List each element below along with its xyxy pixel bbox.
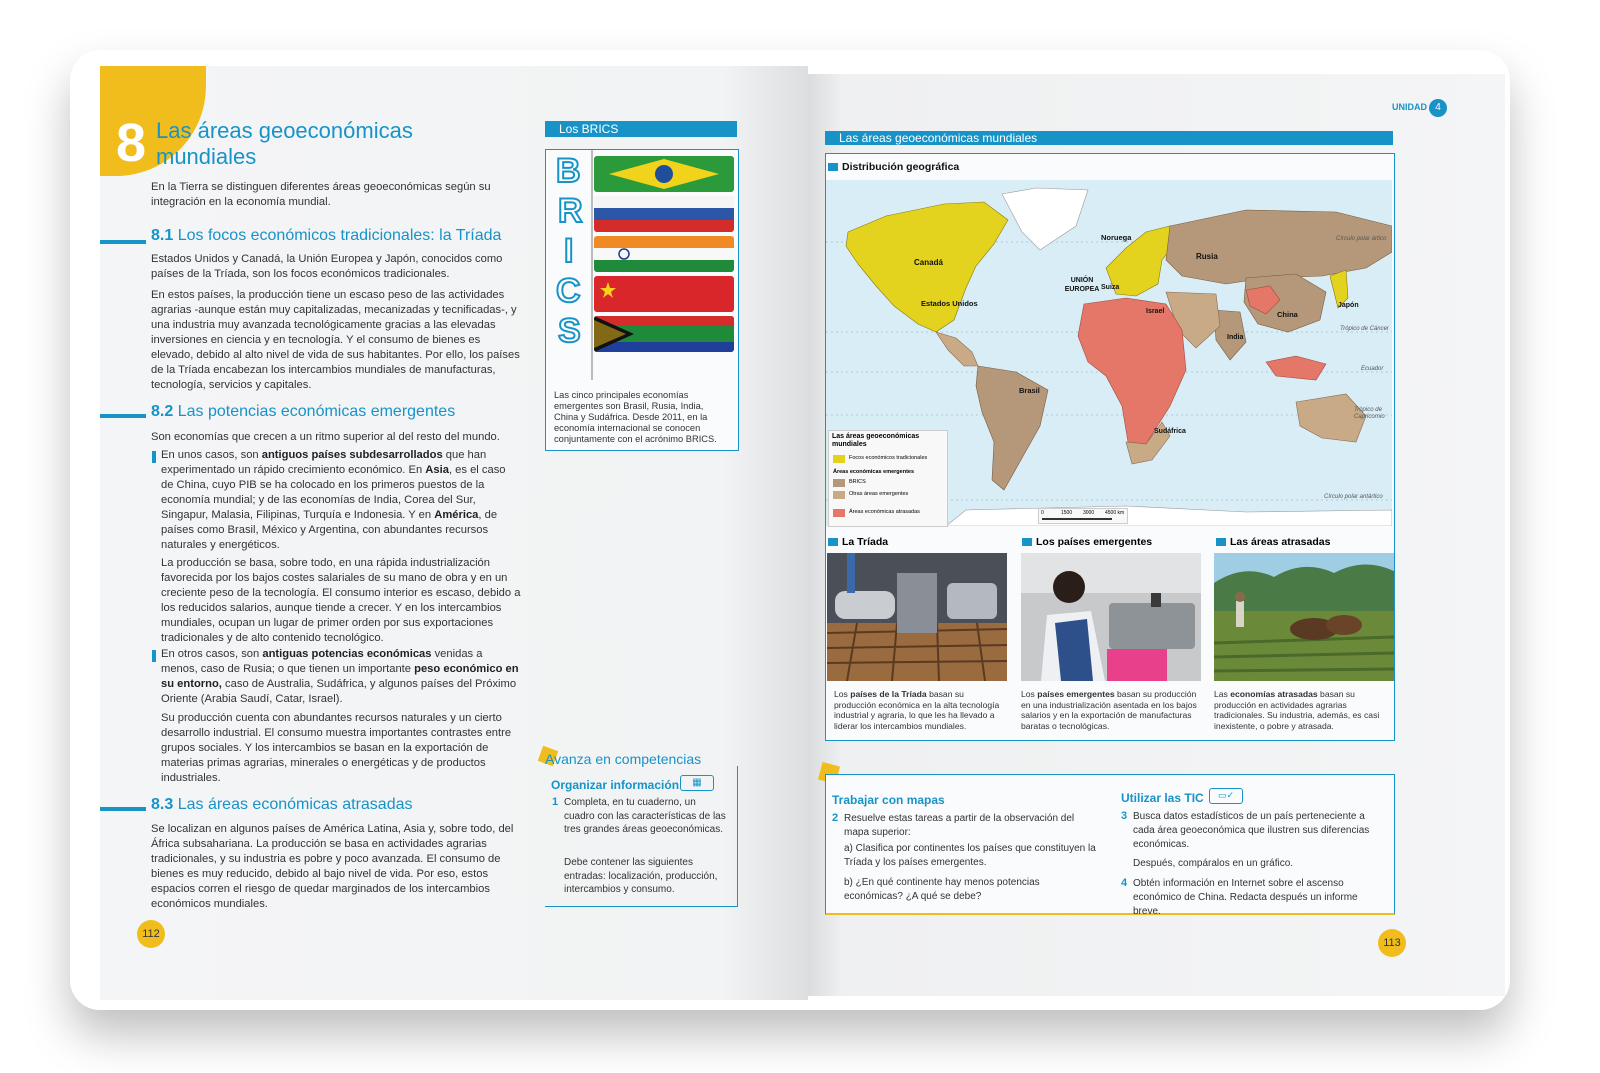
label-rusia: Rusia [1196,252,1218,261]
legend-title: Las áreas geoeconómicas mundiales [832,433,920,448]
tic-heading: Utilizar las TIC [1121,791,1204,805]
photo-3-title: Las áreas atrasadas [1216,536,1330,548]
photo-triada [827,553,1007,681]
brics-letter-i: I [564,232,574,270]
russia-flag-icon [594,196,734,232]
activity-3-text: Busca datos estadísticos de un país perteneciente a cada área geoeconómica que ilustren sus diferencias económicas. [1133,811,1370,850]
label-noruega: Noruega [1101,233,1132,242]
s2-para-3: Su producción cuenta con abundantes recursos naturales y un cierto desarrollo industrial. El consumo muestra importantes contrastes entre grupos sociales. Y los intercambios se basan en la exportación de materias primas agrarias, minerales o energéticas y de productos industriales. [161,712,512,784]
legend-swatch-backward [833,509,845,517]
map-title: Distribución geográfica [828,161,959,173]
brics-letter-c: C [556,272,581,310]
label-canada: Canadá [914,258,943,267]
section-8-1-heading: 8.1 Los focos económicos tradicionales: la Tríada [151,227,502,244]
label-circulo-polar-artico: Círculo polar ártico [1336,236,1387,242]
legend-swatch-triad [833,455,845,463]
s3-para-1: Se localizan en algunos países de América Latina, Asia y, sobre todo, del África subsahariana. La producción se basa en actividades agrarias tradicionales, y su industria es pobre y poco avanzada. El consumo de bienes es muy reducido, debido al bajo nivel de vida. Por eso, estos espacios corren el riesgo de quedar marginados de los intercambios económicos mundiales. [151,823,514,910]
page-number: 113 [1378,929,1406,957]
brics-box [545,149,739,451]
legend-other: Otras áreas emergentes [849,491,909,497]
brics-letter-r: R [558,192,583,230]
section-8-2-heading: 8.2 Las potencias económicas emergentes [151,403,456,420]
activity-3-number: 3 [1121,810,1128,822]
organizer-icon: ▦ [680,775,714,791]
maps-heading: Trabajar con mapas [832,793,945,807]
left-page [100,66,808,1000]
flag-pole [591,150,593,380]
organizar-heading: Organizar información [551,778,680,792]
scale-1500: 1500 [1061,510,1073,516]
activity-1-number: 1 [552,796,559,808]
s2-bullet-2: En otros casos, son antiguas potencias económicas venidas a menos, caso de Rusia; o que tienen un importante peso económico en su entorno, caso de Australia, Sudáfrica, y algunos países del Próximo Oriente (Arabia Saudí, Catar, Israel). [161,648,519,705]
s1-para-1: Estados Unidos y Canadá, la Unión Europea y Japón, conocidos como países de la Tríada, son los focos económicos tradicionales. [151,253,503,280]
s1-para-2: En estos países, la producción tiene un escaso peso de las actividades agrarias -aunque están muy capitalizadas, mecanizadas y tecnificadas-, y una industria muy avanzada tecnológicamente gracias a las elevadas inversiones en ciencia y en tecnología. Y el consumo de bienes es elevado, debido al alto nivel de vida de sus habitantes. Por ello, los países de la Tríada encabezan los intercambios mundiales de manufacturas, tecnología, servicios y capitales. [151,289,520,391]
label-suiza: Suiza [1101,284,1120,291]
legend-emerging-title: Áreas económicas emergentes [833,469,915,475]
label-circulo-polar-antartico: Círculo polar antártico [1324,494,1383,500]
s2-bullet-1: En unos casos, son antiguos países subdesarrollados que han experimentado un rápido crecimiento económico. En Asia, es el caso de China, cuyo PIB se ha colocado en los primeros puestos de la economía mundial; y de las economías de India, Corea del Sur, Singapur, Malasia, Filipinas, Turquía e Indonesia. Y en América, de países como Brasil, México y Argentina, con abundantes recursos naturales y energéticos. [161,449,506,551]
label-brasil: Brasil [1019,386,1040,395]
label-sudafrica: Sudáfrica [1154,428,1186,435]
computer-icon: ▭✓ [1209,788,1243,804]
legend-traditional: Focos económicos tradicionales [849,455,928,461]
legend-swatch-other [833,491,845,499]
label-china: China [1277,310,1298,319]
label-ecuador: Ecuador [1361,366,1384,372]
brics-letter-s: S [558,312,581,350]
activity-1-text-2: Debe contener las siguientes entradas: localización, producción, intercambios y consumo. [564,857,718,895]
label-tropico-capricornio: Trópico de Capricornio [1354,407,1385,420]
photo-3-caption: Las economías atrasadas basan su producción en actividades agrarias tradicionales. Su industria, además, es casi inexistente, o pobre y atrasada. [1214,689,1380,731]
legend-swatch-brics [833,479,845,487]
bullet-marker [152,650,156,662]
photo-2-caption: Los países emergentes basan su producción en una industrialización asentada en los bajos salarios y en la exportación de manufacturas baratas o tecnológicas. [1021,689,1197,731]
activity-4-text: Obtén información en Internet sobre el ascenso económico de China. Redacta después un informe breve. [1133,878,1358,917]
chapter-title: Las áreas geoeconómicas mundiales [156,118,413,169]
legend-backward: Áreas económicas atrasadas [849,509,920,515]
s2-para-1: Son economías que crecen a un ritmo superior al del resto del mundo. [151,431,500,443]
scale-3000: 3000 [1083,510,1095,516]
activity-2-text: Resuelve estas tareas a partir de la observación del mapa superior: [844,813,1075,838]
photo-atrasadas [1214,553,1394,681]
photo-1-caption: Los países de la Tríada basan su producción económica en la alta tecnología industrial y agraria, lo que les ha llevado a liderar los intercambios mundiales. [834,689,1000,731]
intro-text: En la Tierra se distinguen diferentes áreas geoeconómicas según su integración en la economía mundial. [151,181,491,208]
activities-box [825,774,1395,915]
activity-2b-text: b) ¿En qué continente hay menos potencias económicas? ¿A qué se debe? [844,877,1040,902]
bullet-marker [152,451,156,463]
section-bar [100,807,146,811]
section-header: Las áreas geoeconómicas mundiales [825,131,1393,145]
square-marker [828,538,838,546]
activity-2-number: 2 [832,812,839,824]
activity-2a-text: a) Clasifica por continentes los países que constituyen la Tríada y los países emergentes. [844,843,1096,868]
label-estados-unidos: Estados Unidos [921,299,978,308]
activity-1-text: Completa, en tu cuaderno, un cuadro con las características de las tres grandes áreas geoeconómicas. [564,797,726,835]
unit-label: UNIDAD [1392,102,1427,112]
label-tropico-cancer: Trópico de Cáncer [1340,326,1389,332]
scale-0: 0 [1041,510,1044,516]
brics-letter-b: B [556,152,581,190]
right-page [808,74,1505,996]
activity-4-number: 4 [1121,877,1128,889]
brics-caption: Las cinco principales economías emergentes son Brasil, Rusia, India, China y Sudáfrica. Desde 2011, en la economía internacional se conocen conjuntamente con el acrónimo BRICS. [554,390,717,444]
photo-1-title: La Tríada [828,536,888,548]
brazil-flag-icon [594,156,734,192]
label-japon: Japón [1338,302,1359,309]
activity-3b-text: Después, compáralos en un gráfico. [1133,858,1294,869]
chapter-number: 8 [116,113,147,173]
square-marker [1216,538,1226,546]
label-union-europea: UNIÓN EUROPEA [1064,277,1100,293]
south-africa-flag-icon [594,316,734,352]
china-flag-icon [594,276,734,312]
unit-number: 4 [1429,99,1447,117]
map-frame [825,153,1395,741]
scale-4500: 4500 km [1105,510,1125,516]
square-marker [1022,538,1032,546]
map-legend [828,430,948,527]
square-marker [828,163,838,171]
section-8-3-heading: 8.3 Las áreas económicas atrasadas [151,796,413,813]
photo-2-title: Los países emergentes [1022,536,1152,548]
section-bar [100,240,146,244]
brics-header: Los BRICS [545,121,737,137]
page-number: 112 [137,920,165,948]
label-india: India [1227,334,1244,341]
s2-para-2: La producción se basa, sobre todo, en una rápida industrialización favorecida por los bajos costes salariales de su mano de obra y en un creciente peso de la tecnología. El consumo interior es escaso, debido a los reducidos salarios, aunque tiende a crecer. Y en los intercambios mundiales, ocupan un lugar de primer orden por sus exportaciones tradicionales y de alto contenido tecnológico. [161,557,521,644]
legend-brics: BRICS [849,479,866,485]
label-israel: Israel [1146,308,1165,315]
map-scale [1038,508,1128,524]
avanza-title: Avanza en competencias [545,751,702,767]
india-flag-icon [594,236,734,272]
section-bar [100,414,146,418]
photo-emergentes [1021,553,1201,681]
scale-bar [1042,518,1112,520]
